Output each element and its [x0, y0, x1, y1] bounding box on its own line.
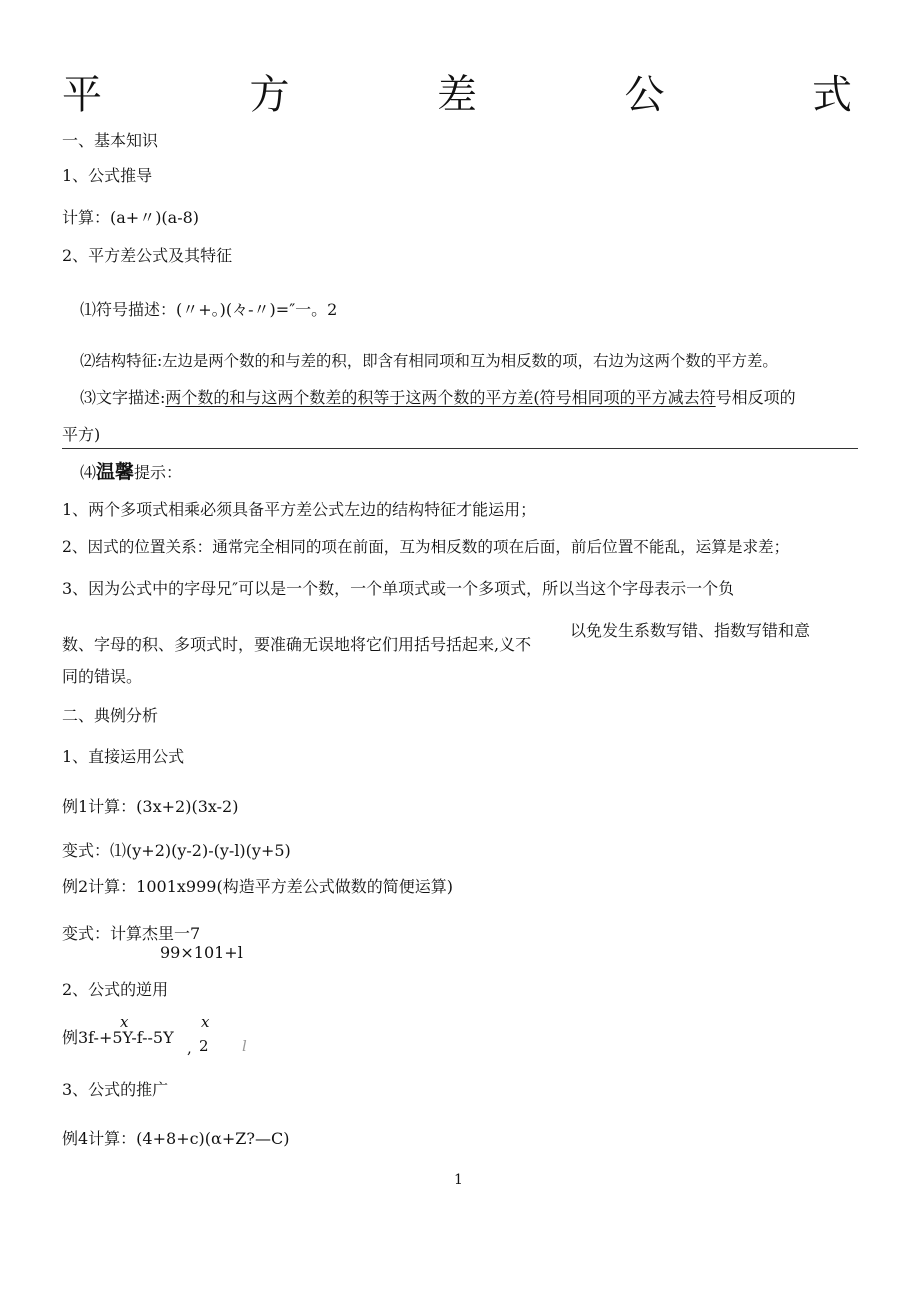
symbol-description: ⑴符号描述：(〃+。)(々-〃)=″一。2 [80, 300, 338, 319]
variant-2-denominator: 99×101+l [160, 943, 243, 962]
tip-3-line-2-continued: 以免发生系数写错、指数写错和意 [570, 621, 811, 640]
tip-3-line-1: 3、因为公式中的字母兄″可以是一个数，一个单项式或一个多项式，所以当这个字母表示一个负 [62, 579, 735, 598]
example-3-trailing-l: l [242, 1037, 247, 1055]
section-basics-heading: 一、基本知识 [62, 131, 159, 150]
title-char-4: 公 [624, 72, 665, 118]
example-3-denominator-2: 2 [199, 1037, 209, 1055]
example-1: 例1计算：(3x+2)(3x-2) [62, 797, 239, 816]
tip-prefix: ⑷ [80, 463, 97, 482]
title-char-5: 式 [812, 72, 852, 118]
text-description-label: ⑶文字描述: [80, 388, 166, 407]
tip-3-line-2: 数、字母的积、多项式时，要准确无误地将它们用括号括起来,义不 [62, 635, 532, 654]
tip-2: 2、因式的位置关系：通常完全相同的项在前面，互为相反数的项在后面，前后位置不能乱，运算是求差； [62, 538, 790, 556]
title-char-1: 平 [62, 72, 102, 118]
example-3-numerator-x1: x [120, 1013, 129, 1031]
page-number: 1 [454, 1172, 463, 1188]
structure-feature: ⑵结构特征:左边是两个数的和与差的积，即含有相同项和互为相反数的项，右边为这两个数的平方差。 [80, 352, 778, 370]
calc-line: 计算：(a+〃)(a-8) [62, 208, 200, 227]
variant-2: 变式：计算杰里一7 [62, 924, 201, 943]
title-char-2: 方 [249, 72, 290, 118]
tip-1: 1、两个多项式相乘必须具备平方差公式左边的结构特征才能运用； [62, 500, 537, 519]
text-description-continued: 平方) [62, 425, 101, 444]
tip-heading [80, 462, 182, 483]
example-3: 例3f-+5Y-f--5Y [62, 1028, 174, 1047]
page-title [62, 72, 852, 118]
generalize-heading: 3、公式的推广 [62, 1080, 169, 1099]
section-examples-heading: 二、典例分析 [62, 706, 159, 725]
derivation-heading: 1、公式推导 [62, 166, 153, 185]
variant-1: 变式：⑴(y+2)(y-2)-(y-l)(y+5) [62, 841, 291, 860]
tip-suffix: 提示： [134, 463, 183, 482]
direct-use-heading: 1、直接运用公式 [62, 747, 185, 766]
text-description [80, 388, 796, 408]
example-3-comma: , [187, 1039, 192, 1057]
example-2: 例2计算：1001x999(构造平方差公式做数的简便运算) [62, 877, 453, 896]
tip-3-line-3: 同的错误。 [62, 667, 143, 686]
tip-bold: 温馨 [96, 461, 135, 483]
example-3-numerator-x2: x [201, 1013, 210, 1031]
example-4: 例4计算：(4+8+c)(α+Z?—C) [62, 1129, 290, 1148]
text-description-underlined: 两个数的和与这两个数差的积等于这两个数的平方差(符号相同项的平方减去符 [165, 388, 716, 407]
text-description-rest: 号相反项的 [715, 388, 796, 407]
title-char-3: 差 [437, 72, 477, 118]
formula-features-heading: 2、平方差公式及其特征 [62, 246, 233, 265]
horizontal-rule [62, 448, 858, 449]
reverse-use-heading: 2、公式的逆用 [62, 980, 169, 999]
